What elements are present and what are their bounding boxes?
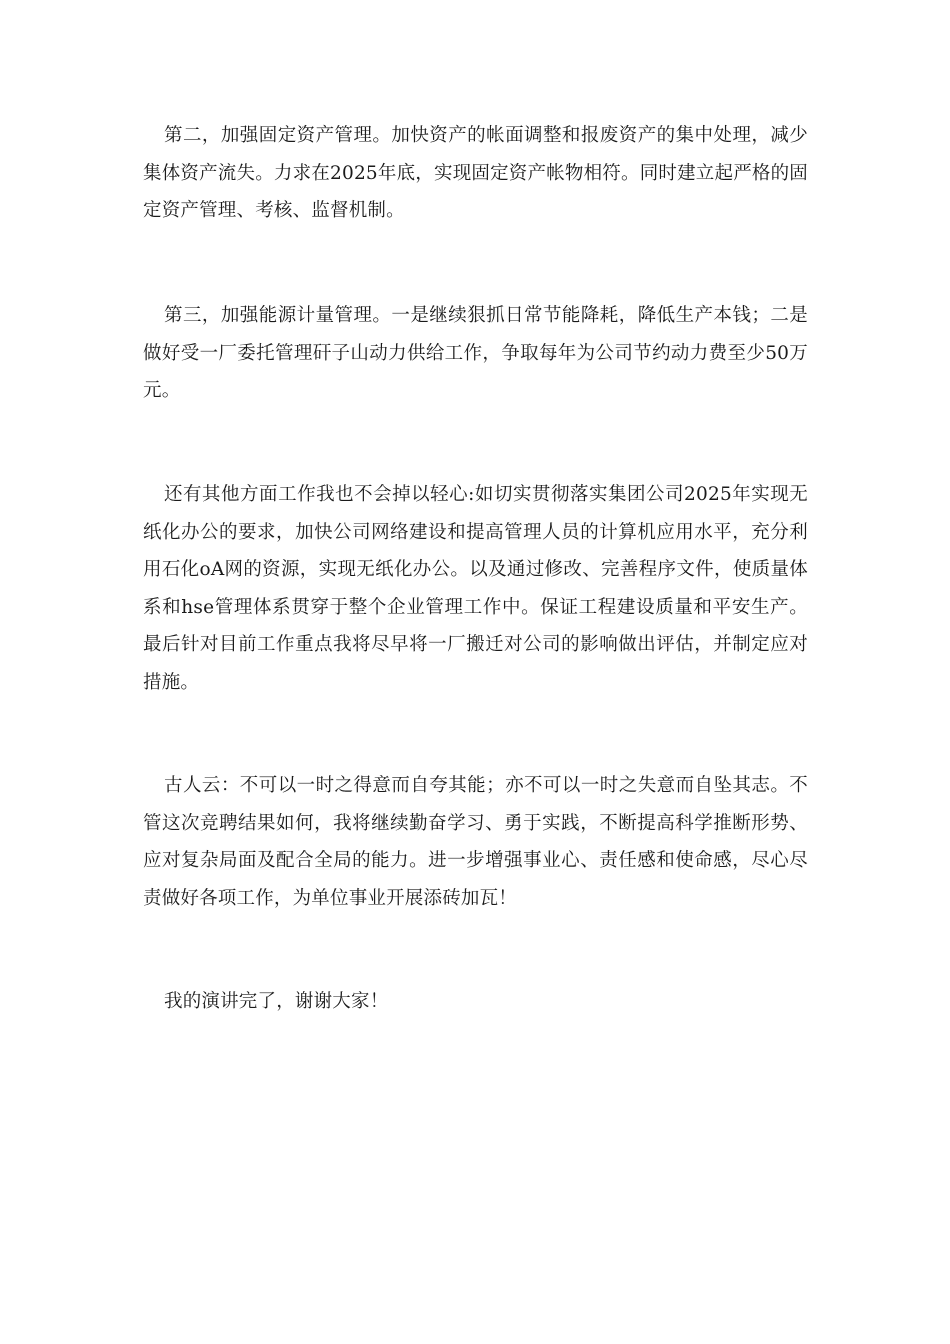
paragraph-ancient-saying: 古人云：不可以一时之得意而自夸其能；亦不可以一时之失意而自坠其志。不管这次竞聘结果如何，我将继续勤奋学习、勇于实践，不断提高科学推断形势、应对复杂局面及配合全局的能力。进一步增强事业心、责任感和使命感，尽心尽责做好各项工作，为单位事业开展添砖加瓦！ xyxy=(143,775,808,909)
paragraph-other-work: 还有其他方面工作我也不会掉以轻心:如切实贯彻落实集团公司2025年实现无纸化办公的要求，加快公司网络建设和提高管理人员的计算机应用水平，充分利用石化oA网的资源，实现无纸化办公。以及通过修改、完善程序文件，使质量体系和hse管理体系贯穿于整个企业管理工作中。保证工程建设质量和平安生产。最后针对目前工作重点我将尽早将一厂搬迁对公司的影响做出评估，并制定应对措施。 xyxy=(143,484,808,693)
paragraph-closing: 我的演讲完了，谢谢大家！ xyxy=(164,991,389,1012)
paragraph-fixed-assets: 第二，加强固定资产管理。加快资产的帐面调整和报废资产的集中处理，减少集体资产流失。力求在2025年底，实现固定资产帐物相符。同时建立起严格的固定资产管理、考核、监督机制。 xyxy=(143,125,808,221)
paragraph-energy-metering: 第三，加强能源计量管理。一是继续狠抓日常节能降耗，降低生产本钱；二是做好受一厂委托管理矸子山动力供给工作，争取每年为公司节约动力费至少50万元。 xyxy=(143,305,808,401)
